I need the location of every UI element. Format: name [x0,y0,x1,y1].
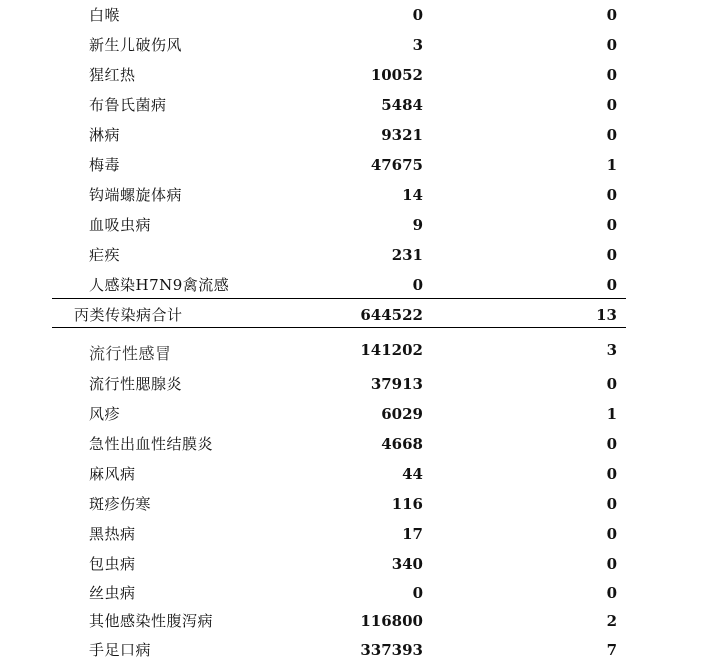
death-count: 0 [606,36,617,54]
disease-name: 包虫病 [89,555,136,573]
case-count: 37913 [370,375,423,393]
disease-name: 钩端螺旋体病 [89,186,183,204]
disease-name: 手足口病 [89,641,152,659]
death-count: 0 [606,6,617,24]
table-row [0,183,721,207]
case-count: 9321 [381,126,423,144]
disease-name: 黑热病 [89,525,136,543]
death-count: 0 [606,465,617,483]
table-row [0,492,721,516]
subtotal-top-rule [52,298,626,299]
disease-name: 斑疹伤寒 [89,495,152,513]
disease-name: 疟疾 [89,246,121,264]
disease-name: 麻风病 [89,465,136,483]
case-count: 337393 [360,641,423,659]
death-count: 3 [606,341,617,359]
death-count: 0 [606,584,617,602]
case-count: 0 [412,276,423,294]
disease-name: 梅毒 [89,156,121,174]
death-count: 0 [606,375,617,393]
death-count: 1 [606,405,617,423]
disease-name: 其他感染性腹泻病 [89,612,214,630]
case-count: 116800 [360,612,423,630]
table-row [0,63,721,87]
case-count: 340 [391,555,423,573]
death-count: 0 [606,96,617,114]
case-count: 47675 [370,156,423,174]
disease-name: 新生儿破伤风 [89,36,183,54]
death-count: 0 [606,435,617,453]
table-row [0,93,721,117]
case-count: 9 [412,216,423,234]
death-count: 0 [606,126,617,144]
subtotal-bottom-rule [52,327,626,328]
death-count: 2 [606,612,617,630]
table-row [0,3,721,27]
table-row [0,581,721,605]
case-count: 14 [402,186,423,204]
death-count: 0 [606,246,617,264]
table-row [0,609,721,633]
death-count: 0 [606,525,617,543]
table-row [0,522,721,546]
table-row [0,402,721,426]
case-count: 0 [412,584,423,602]
case-count: 5484 [381,96,423,114]
case-count: 3 [412,36,423,54]
case-count: 231 [391,246,423,264]
death-count: 7 [606,641,617,659]
disease-name: 猩红热 [89,66,136,84]
table-row [0,33,721,57]
table-row [0,372,721,396]
case-count: 141202 [360,341,423,359]
subtotal-death-count: 13 [596,306,617,324]
case-count: 44 [402,465,423,483]
disease-name: 血吸虫病 [89,216,152,234]
disease-name: 人感染H7N9禽流感 [89,276,230,294]
case-count: 4668 [381,435,423,453]
subtotal-case-count: 644522 [360,306,423,324]
case-count: 116 [391,495,423,513]
table-row [0,552,721,576]
death-count: 0 [606,216,617,234]
disease-name: 流行性腮腺炎 [89,375,183,393]
disease-name: 淋病 [89,126,121,144]
death-count: 0 [606,276,617,294]
death-count: 0 [606,555,617,573]
table-row [0,213,721,237]
disease-name: 流行性感冒 [89,344,172,363]
death-count: 0 [606,66,617,84]
subtotal-row [0,303,721,327]
disease-name: 风疹 [89,405,121,423]
case-count: 0 [412,6,423,24]
table-row [0,338,721,362]
table-row [0,432,721,456]
disease-name: 白喉 [89,6,121,24]
death-count: 1 [606,156,617,174]
table-row [0,273,721,297]
case-count: 10052 [370,66,423,84]
table-row [0,153,721,177]
table-row [0,243,721,267]
disease-name: 布鲁氏菌病 [89,96,167,114]
disease-name: 丝虫病 [89,584,136,602]
death-count: 0 [606,495,617,513]
table-row [0,462,721,486]
subtotal-label: 丙类传染病合计 [74,306,183,324]
case-count: 17 [402,525,423,543]
table-row [0,638,721,662]
death-count: 0 [606,186,617,204]
table-row [0,123,721,147]
disease-name: 急性出血性结膜炎 [89,435,214,453]
case-count: 6029 [381,405,423,423]
